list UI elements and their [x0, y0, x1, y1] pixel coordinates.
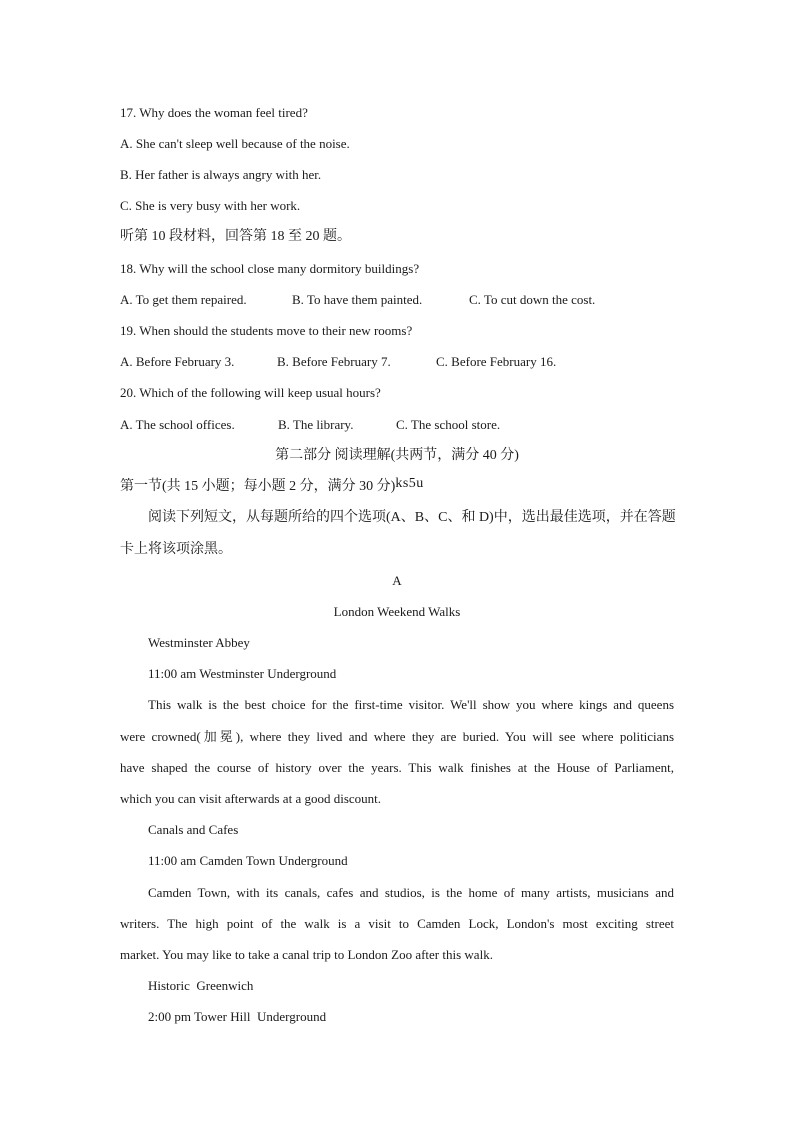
question-20-option-b: B. The library.: [278, 417, 354, 432]
walk-1-text-line-1: This walk is the best choice for the first-time visitor. We'll show you where kings and queens: [148, 697, 674, 712]
question-19-option-b: B. Before February 7.: [277, 354, 391, 369]
question-18-option-c: C. To cut down the cost.: [469, 292, 596, 307]
question-18-option-b: B. To have them painted.: [292, 292, 423, 307]
walk-1-text-line-3: have shaped the course of history over the years. This walk finishes at the House of Parliament,: [120, 760, 674, 775]
walk-1-text-line-4: which you can visit afterwards at a good discount.: [120, 791, 382, 806]
question-17: 17. Why does the woman feel tired?: [120, 105, 308, 120]
question-18-option-a: A. To get them repaired.: [120, 292, 247, 307]
question-19-option-a: A. Before February 3.: [120, 354, 235, 369]
section-1-heading: [120, 476, 424, 495]
walk-2-text-line-1: Camden Town, with its canals, cafes and studios, is the home of many artists, musicians and: [148, 885, 674, 900]
question-20-option-c: C. The school store.: [396, 417, 501, 432]
walk-2-time: 11:00 am Camden Town Underground: [148, 853, 348, 868]
walk-2-name: Canals and Cafes: [148, 822, 239, 837]
passage-letter: A: [392, 573, 402, 588]
walk-3-time: 2:00 pm Tower Hill Underground: [148, 1009, 327, 1024]
section-1-instruction-line-2: 卡上将该项涂黑。: [120, 542, 232, 557]
passage-title: London Weekend Walks: [333, 604, 461, 619]
walk-1-text-line-2: were crowned(加冕), where they lived and where they are buried. You will see where politicians: [120, 729, 674, 744]
ks5u-watermark: ks5u: [395, 476, 424, 491]
walk-2-text-line-3: market. You may like to take a canal trip to London Zoo after this walk.: [120, 947, 493, 962]
question-17-option-c: C. She is very busy with her work.: [120, 198, 301, 213]
question-18: 18. Why will the school close many dormitory buildings?: [120, 261, 420, 276]
question-17-option-a: A. She can't sleep well because of the noise.: [120, 136, 350, 151]
question-17-option-b: B. Her father is always angry with her.: [120, 167, 322, 182]
material-10-instruction: 听第 10 段材料，回答第 18 至 20 题。: [120, 229, 351, 244]
question-19-option-c: C. Before February 16.: [436, 354, 557, 369]
walk-1-time: 11:00 am Westminster Underground: [148, 666, 337, 681]
question-20-option-a: A. The school offices.: [120, 417, 235, 432]
section-1-instruction-line-1: 阅读下列短文，从每题所给的四个选项(A、B、C、和 D)中，选出最佳选项，并在答题: [148, 510, 676, 525]
question-19: 19. When should the students move to their new rooms?: [120, 323, 413, 338]
question-20: 20. Which of the following will keep usual hours?: [120, 385, 381, 400]
section-1-title: 第一节(共 15 小题；每小题 2 分，满分 30 分): [120, 479, 396, 494]
walk-2-text-line-2: writers. The high point of the walk is a visit to Camden Lock, London's most exciting street: [120, 916, 674, 931]
walk-3-name: Historic Greenwich: [148, 978, 254, 993]
part-2-heading: 第二部分 阅读理解(共两节，满分 40 分): [275, 448, 519, 463]
walk-1-name: Westminster Abbey: [148, 635, 250, 650]
